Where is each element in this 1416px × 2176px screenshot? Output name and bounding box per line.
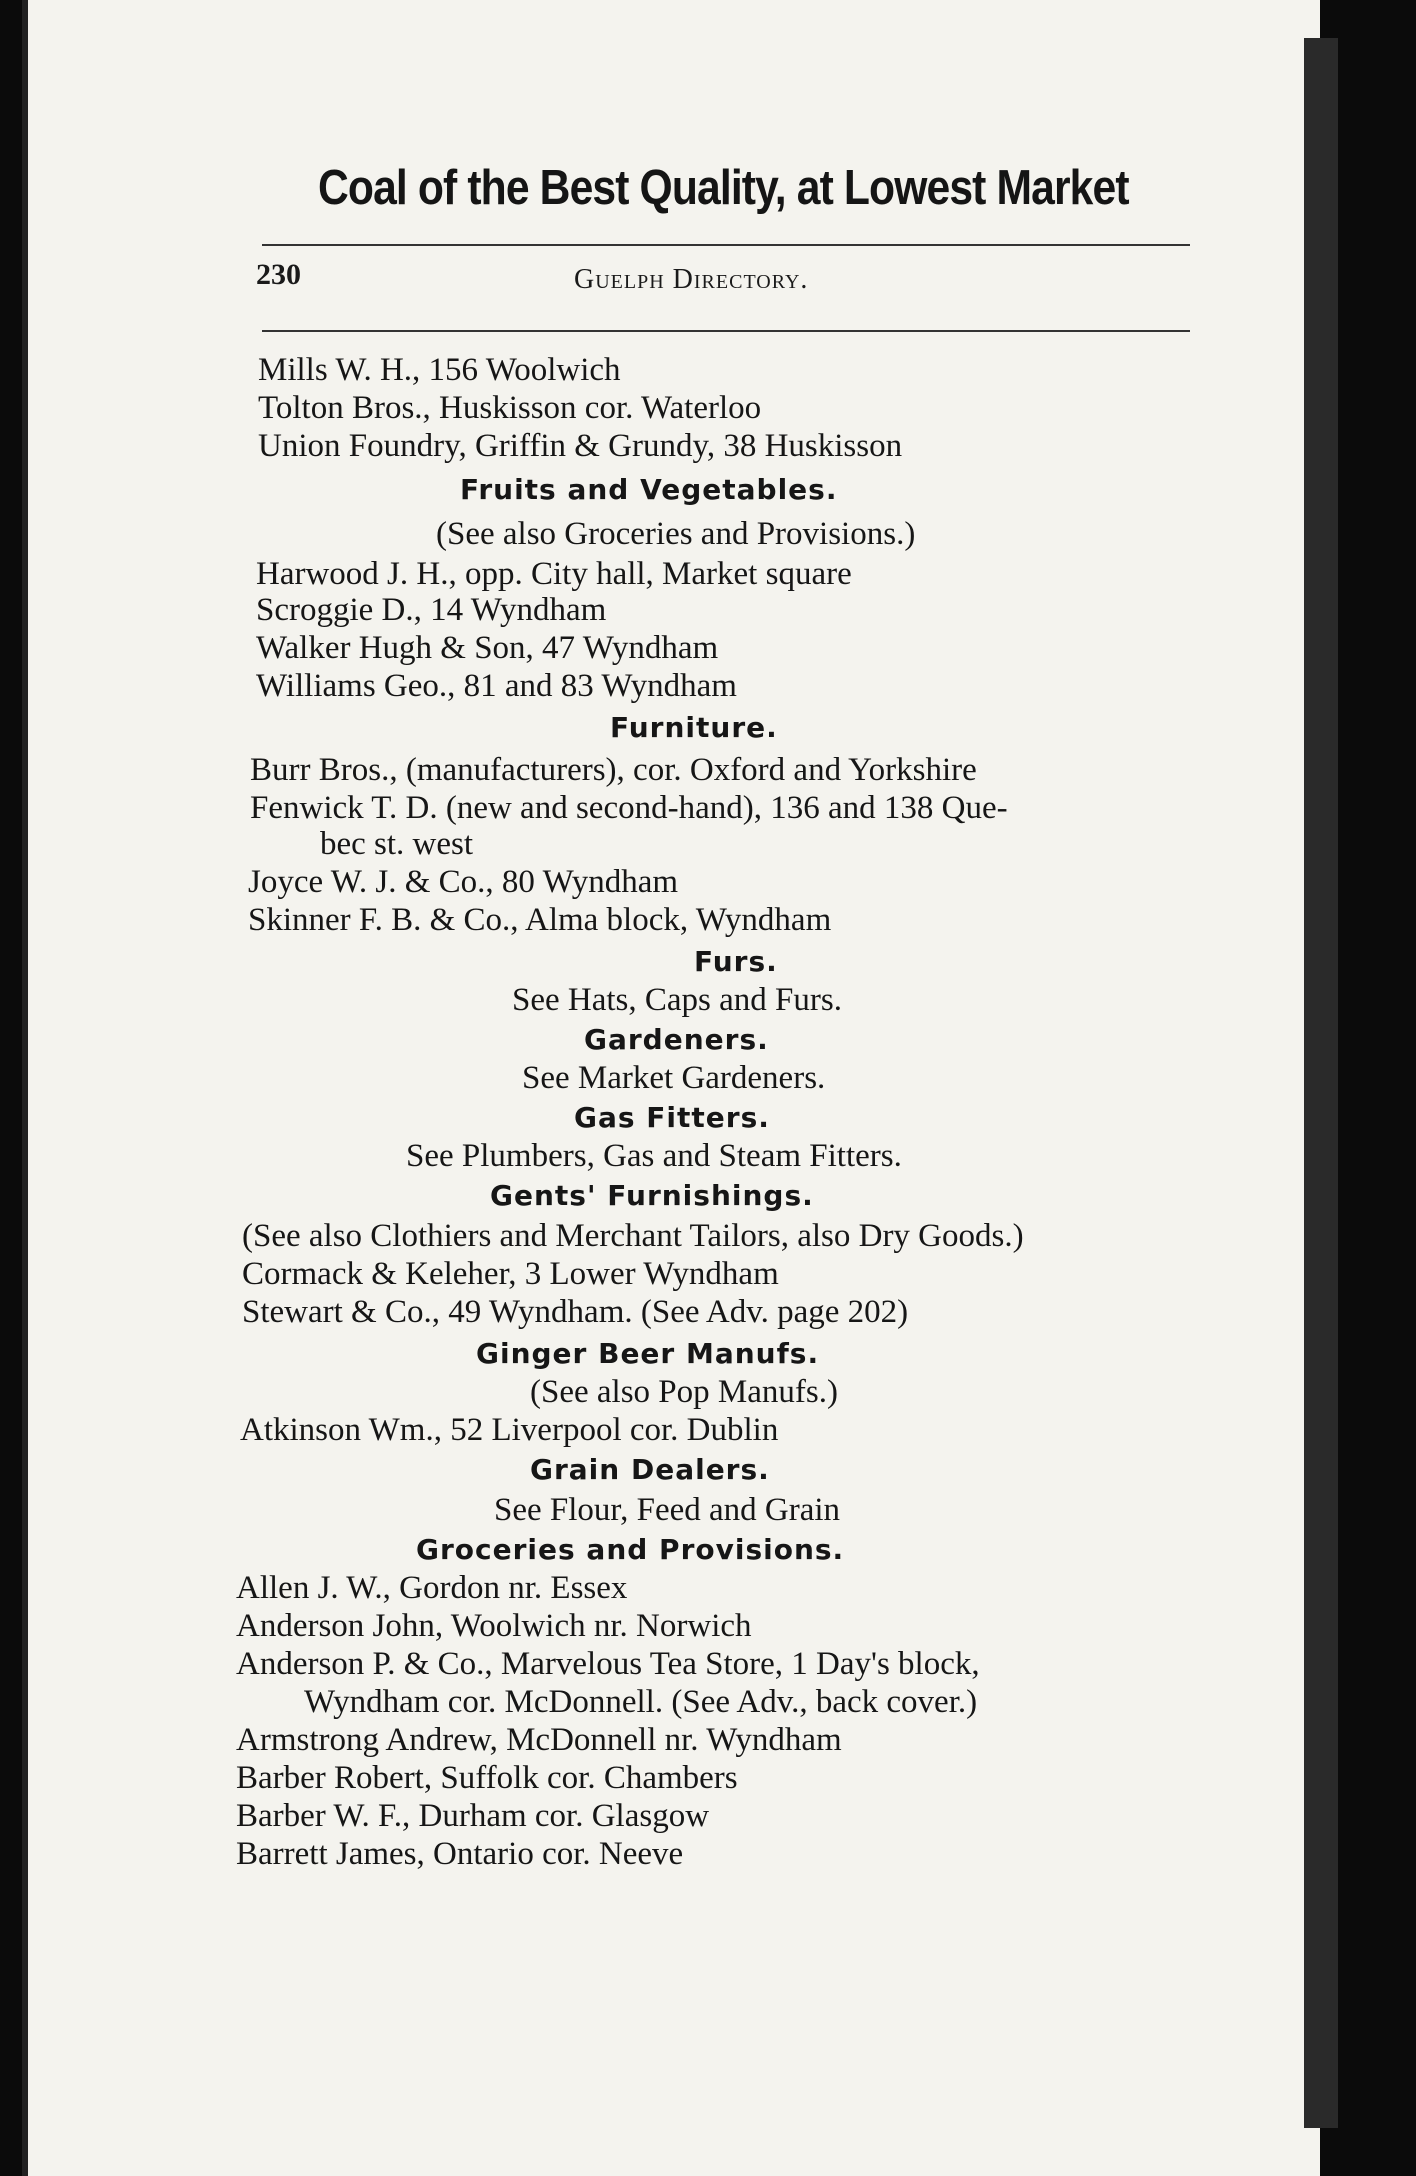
section-note: (See also Pop Manufs.)	[530, 1374, 838, 1410]
entry-line: Union Foundry, Griffin & Grundy, 38 Huskisson	[258, 428, 903, 464]
section-note: (See also Groceries and Provisions.)	[436, 516, 916, 552]
section-heading: Furs.	[694, 945, 778, 978]
entry-line: Anderson P. & Co., Marvelous Tea Store, 1 Day's block,	[236, 1646, 980, 1682]
entry-continuation: bec st. west	[320, 826, 474, 862]
section-heading: Groceries and Provisions.	[416, 1533, 845, 1566]
entry-line: Armstrong Andrew, McDonnell nr. Wyndham	[236, 1722, 842, 1758]
section-note: (See also Clothiers and Merchant Tailors, also Dry Goods.)	[242, 1218, 1024, 1254]
entry-line: Fenwick T. D. (new and second-hand), 136 and 138 Que-	[250, 790, 1008, 826]
section-note: See Market Gardeners.	[522, 1060, 826, 1096]
entry-line: Allen J. W., Gordon nr. Essex	[236, 1570, 628, 1606]
entry-line: Skinner F. B. & Co., Alma block, Wyndham	[248, 902, 832, 938]
entry-line: Barber Robert, Suffolk cor. Chambers	[236, 1760, 738, 1796]
entry-line: Stewart & Co., 49 Wyndham. (See Adv. page 202)	[242, 1294, 909, 1330]
section-heading: Grain Dealers.	[530, 1453, 770, 1486]
section-note: See Hats, Caps and Furs.	[512, 982, 842, 1018]
entry-line: Harwood J. H., opp. City hall, Market square	[256, 556, 852, 592]
entry-line: Atkinson Wm., 52 Liverpool cor. Dublin	[240, 1412, 779, 1448]
banner-rule	[262, 244, 1190, 246]
entry-continuation: Wyndham cor. McDonnell. (See Adv., back cover.)	[304, 1684, 978, 1720]
entry-line: Scroggie D., 14 Wyndham	[256, 592, 607, 628]
entry-line: Joyce W. J. & Co., 80 Wyndham	[248, 864, 679, 900]
entry-line: Mills W. H., 156 Woolwich	[258, 352, 621, 388]
entry-line: Cormack & Keleher, 3 Lower Wyndham	[242, 1256, 779, 1292]
section-heading: Gents' Furnishings.	[490, 1179, 814, 1212]
section-heading: Gas Fitters.	[574, 1101, 770, 1134]
entry-line: Barrett James, Ontario cor. Neeve	[236, 1836, 684, 1872]
section-heading: Fruits and Vegetables.	[460, 473, 838, 506]
entry-line: Tolton Bros., Huskisson cor. Waterloo	[258, 390, 762, 426]
page-edge-shadow	[1304, 38, 1338, 2128]
entry-line: Williams Geo., 81 and 83 Wyndham	[256, 668, 737, 704]
section-note: See Plumbers, Gas and Steam Fitters.	[406, 1138, 902, 1174]
section-note: See Flour, Feed and Grain	[494, 1492, 841, 1528]
entry-line: Burr Bros., (manufacturers), cor. Oxford and Yorkshire	[250, 752, 977, 788]
section-heading: Gardeners.	[584, 1023, 769, 1056]
entry-line: Walker Hugh & Son, 47 Wyndham	[256, 630, 719, 666]
section-heading: Ginger Beer Manufs.	[476, 1337, 820, 1370]
header-rule	[262, 330, 1190, 332]
entry-line: Anderson John, Woolwich nr. Norwich	[236, 1608, 752, 1644]
running-head: Guelph Directory.	[574, 264, 809, 295]
page-number: 230	[256, 258, 301, 291]
entry-line: Barber W. F., Durham cor. Glasgow	[236, 1798, 710, 1834]
advertisement-banner: Coal of the Best Quality, at Lowest Market	[318, 161, 1129, 215]
section-heading: Furniture.	[610, 711, 778, 744]
